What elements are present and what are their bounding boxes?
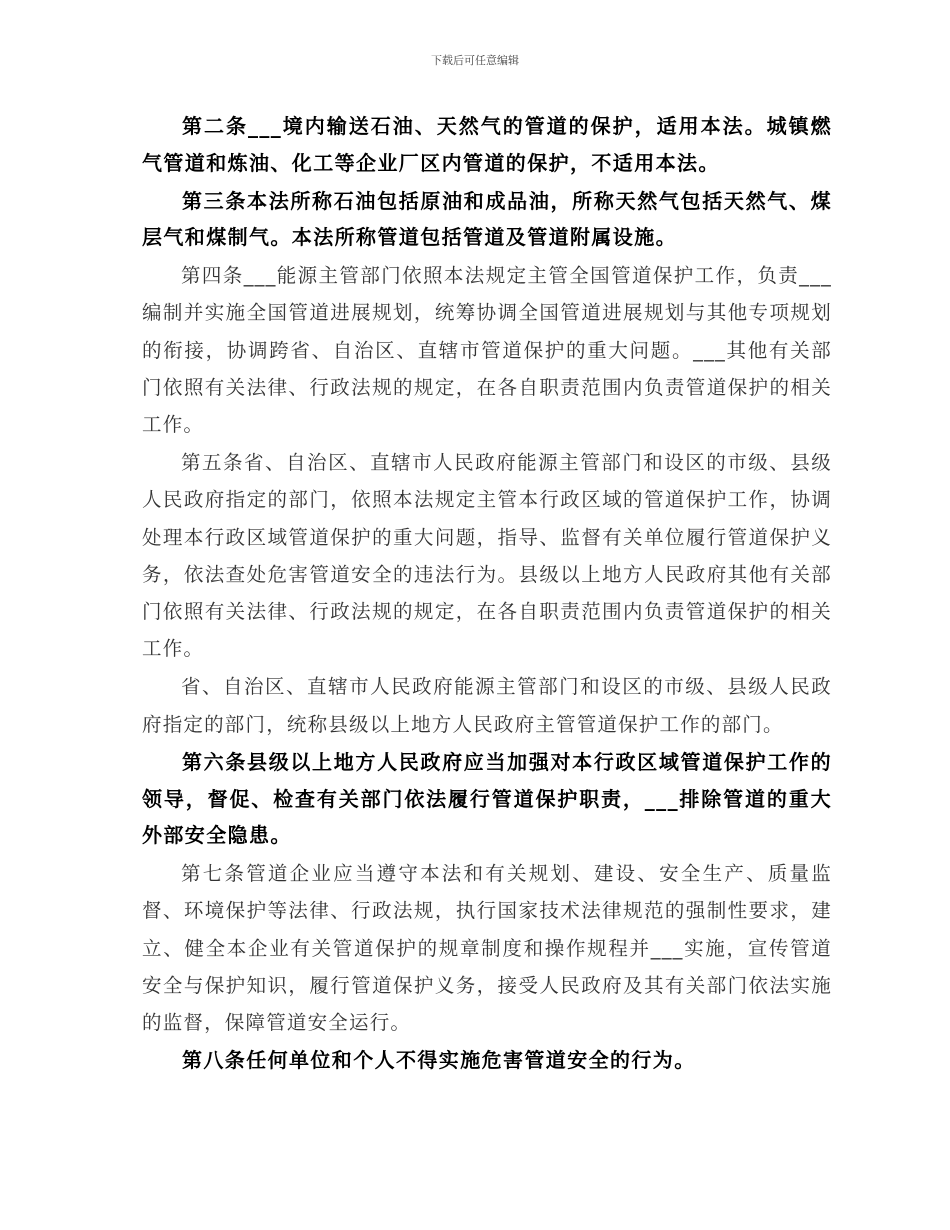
article-5: 第五条省、自治区、直辖市人民政府能源主管部门和设区的市级、县级人民政府指定的部门，依照本法规定主管本行政区域的管道保护工作，协调处理本行政区域管道保护的重大问题，指导、监督有关单位履行管道保护义务，依法查处危害管道安全的违法行为。县级以上地方人民政府其他有关部门依照有关法律、行政法规的规定，在各自职责范围内负责管道保护的相关工作。 [142,451,832,661]
document-body [142,108,832,1080]
article-5-continued: 省、自治区、直辖市人民政府能源主管部门和设区的市级、县级人民政府指定的部门，统称县级以上地方人民政府主管管道保护工作的部门。 [142,675,832,736]
article-3: 第三条本法所称石油包括原油和成品油，所称天然气包括天然气、煤层气和煤制气。本法所称管道包括管道及管道附属设施。 [142,188,832,250]
article-8: 第八条任何单位和个人不得实施危害管道安全的行为。 [182,1048,696,1073]
article-7: 第七条管道企业应当遵守本法和有关规划、建设、安全生产、质量监督、环境保护等法律、行政法规，执行国家技术法律规范的强制性要求，建立、健全本企业有关管道保护的规章制度和操作规程并___实施，宣传管道安全与保护知识，履行管道保护义务，接受人民政府及其有关部门依法实施的监督，保障管道安全运行。 [142,862,832,1035]
page-header: 下载后可任意编辑 [431,54,519,67]
article-6: 第六条县级以上地方人民政府应当加强对本行政区域管道保护工作的领导，督促、检查有关部门依法履行管道保护职责，___排除管道的重大外部安全隐患。 [142,749,832,848]
article-2: 第二条___境内输送石油、天然气的管道的保护，适用本法。城镇燃气管道和炼油、化工等企业厂区内管道的保护，不适用本法。 [142,114,832,175]
article-4: 第四条___能源主管部门依照本法规定主管全国管道保护工作，负责___编制并实施全国管道进展规划，统筹协调全国管道进展规划与其他专项规划的衔接，协调跨省、自治区、直辖市管道保护的重大问题。___其他有关部门依照有关法律、行政法规的规定，在各自职责范围内负责管道保护的相关工作。 [142,264,832,436]
